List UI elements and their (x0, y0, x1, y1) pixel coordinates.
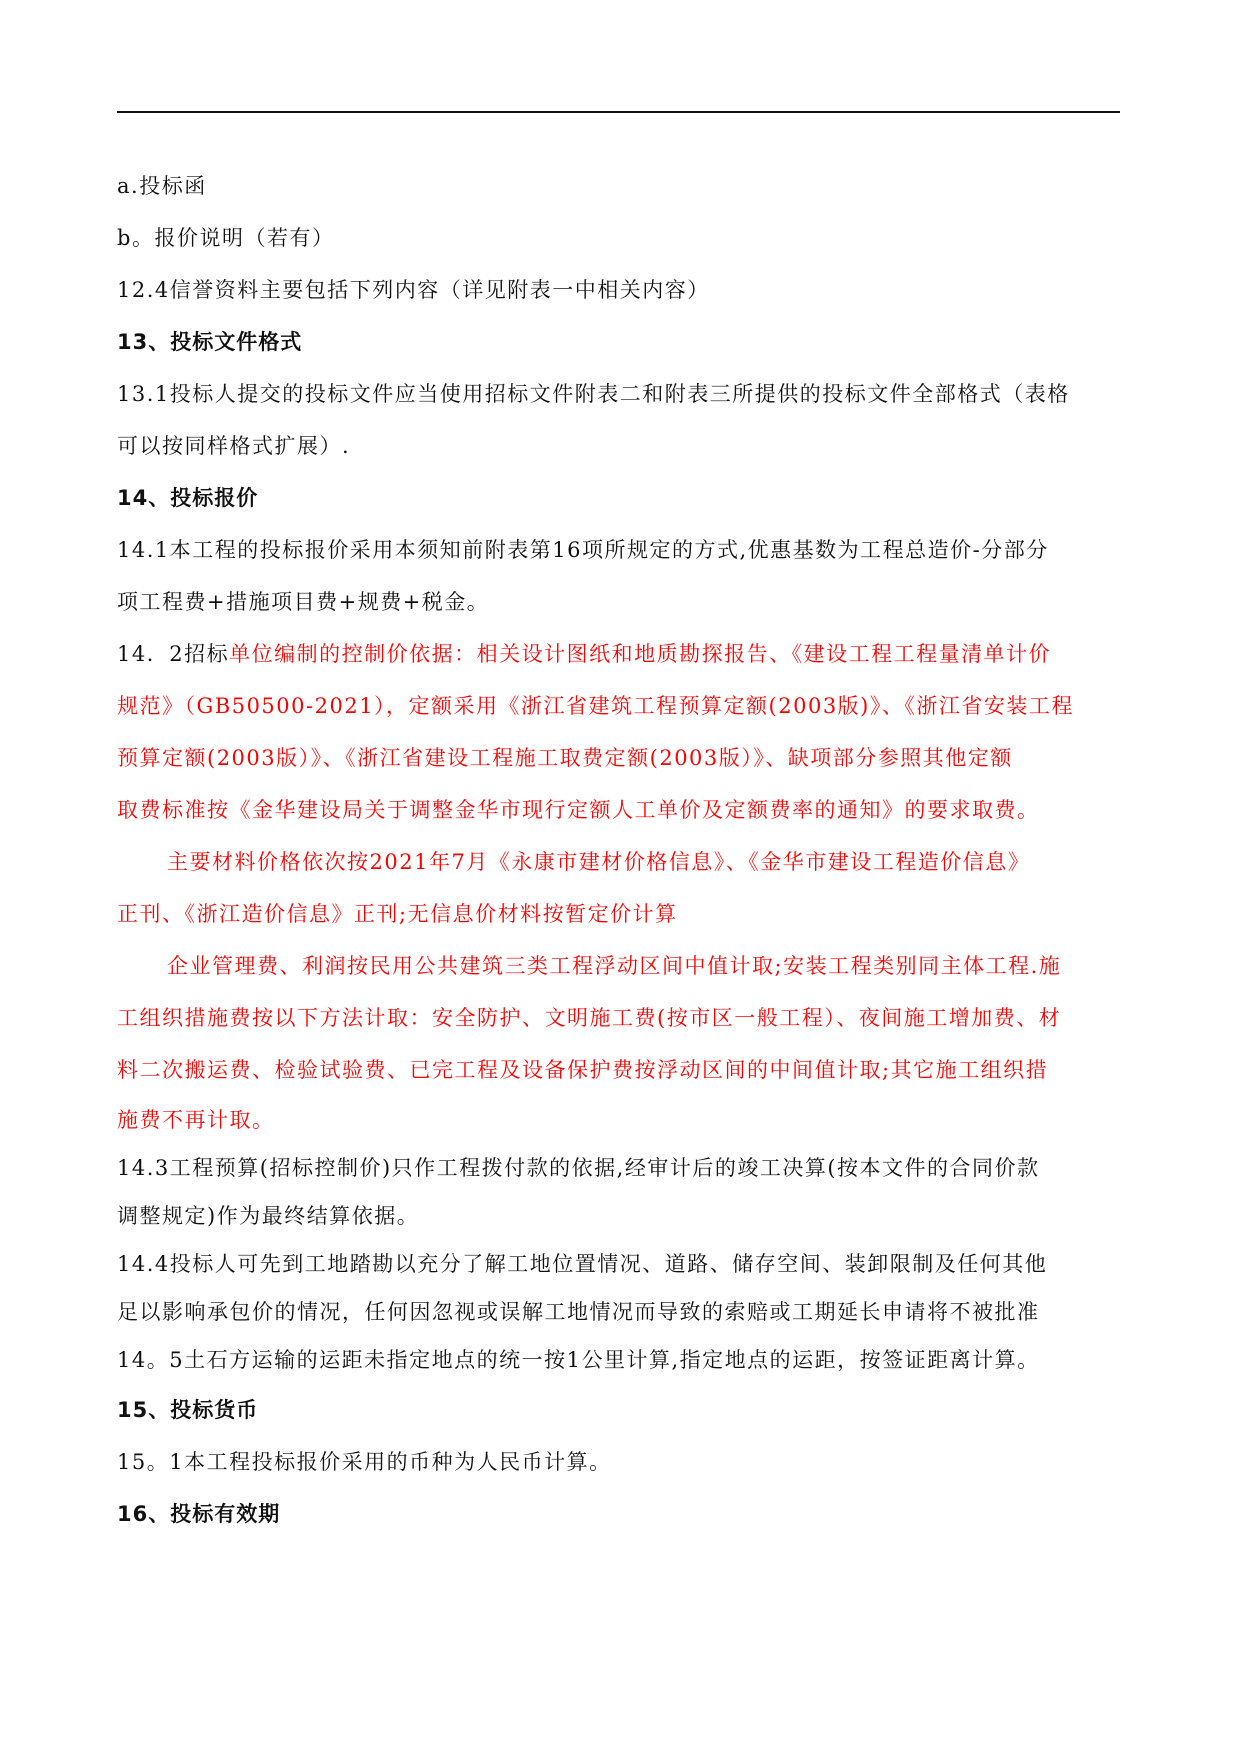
clause-14-2-line-1 (117, 628, 1157, 680)
clause-14-2-line-3: 预算定额(2003版）》、《浙江省建设工程施工取费定额(2003版）》、缺项部分参照其他定额 (117, 746, 1013, 770)
section-15-heading: 15、投标货币 (117, 1398, 259, 1422)
clause-14-4-line-1: 14.4投标人可先到工地踏勘以充分了解工地位置情况、道路、储存空间、装卸限制及任何其他 (117, 1252, 1048, 1276)
section-16-heading: 16、投标有效期 (117, 1502, 281, 1526)
management-fee-line-2: 工组织措施费按以下方法计取：安全防护、文明施工费(按市区一般工程）、夜间施工增加费、材 (117, 1006, 1062, 1030)
clause-14-1-line-2: 项工程费+措施项目费+规费+税金。 (117, 590, 490, 614)
management-fee-line-3: 料二次搬运费、检验试验费、已完工程及设备保护费按浮动区间的中间值计取;其它施工组织措 (117, 1058, 1049, 1082)
item-a: a.投标函 (117, 174, 207, 198)
clause-14-2-line-4: 取费标准按《金华建设局关于调整金华市现行定额人工单价及定额费率的通知》的要求取费。 (117, 798, 1040, 822)
clause-14-1-line-1: 14.1本工程的投标报价采用本须知前附表第16项所规定的方式,优惠基数为工程总造价-分部分 (117, 538, 1049, 562)
clause-13-1-line-1: 13.1投标人提交的投标文件应当使用招标文件附表二和附表三所提供的投标文件全部格式（表格 (117, 382, 1070, 406)
section-14-heading: 14、投标报价 (117, 486, 259, 510)
document-body (117, 160, 1157, 1540)
clause-14-3-line-2: 调整规定)作为最终结算依据。 (117, 1204, 420, 1228)
clause-14-4-line-2: 足以影响承包价的情况，任何因忽视或误解工地情况而导致的索赔或工期延长申请将不被批准 (117, 1300, 1040, 1324)
clause-12-4: 12.4信誉资料主要包括下列内容（详见附表一中相关内容） (117, 278, 710, 302)
material-price-line-2: 正刊、《浙江造价信息》正刊;无信息价材料按暂定价计算 (117, 902, 678, 926)
clause-14-3-line-1: 14.3工程预算(招标控制价)只作工程拨付款的依据,经审计后的竣工决算(按本文件的合同价款 (117, 1156, 1040, 1180)
clause-14-2-line-2: 规范》（GB50500-2021），定额采用《浙江省建筑工程预算定额(2003版)》、《浙江省安装工程 (117, 694, 1074, 718)
clause-15-1: 15。1本工程投标报价采用的币种为人民币计算。 (117, 1450, 612, 1474)
material-price-line-1: 主要材料价格依次按2021年7月《永康市建材价格信息》、《金华市建设工程造价信息》 (167, 850, 1031, 874)
management-fee-line-4: 施费不再计取。 (117, 1108, 275, 1132)
clause-14-5: 14。5土石方运输的运距未指定地点的统一按1公里计算,指定地点的运距，按签证距离计算。 (117, 1348, 1040, 1372)
header-rule (117, 111, 1120, 113)
clause-14-2-prefix: 14．2招标 (117, 642, 230, 666)
section-13-heading: 13、投标文件格式 (117, 330, 303, 354)
clause-13-1-line-2: 可以按同样格式扩展）. (117, 434, 351, 458)
item-b: b。报价说明（若有） (117, 226, 335, 250)
clause-14-2-red-text: 单位编制的控制价依据：相关设计图纸和地质勘探报告、《建设工程工程量清单计价 (229, 642, 1052, 666)
management-fee-line-1: 企业管理费、利润按民用公共建筑三类工程浮动区间中值计取;安装工程类别同主体工程.施 (167, 954, 1062, 978)
